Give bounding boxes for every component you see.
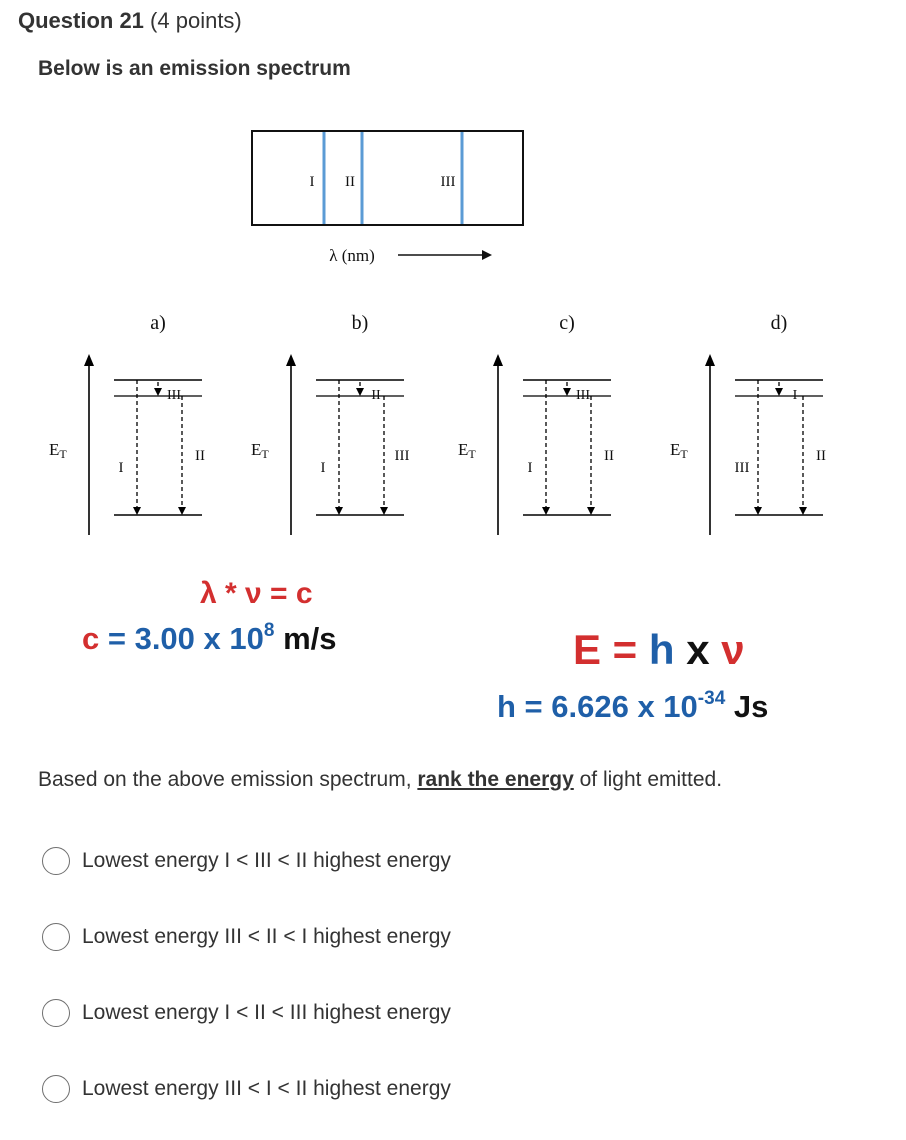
energy-axis-arrowhead: [84, 354, 94, 366]
transition-arrow-top-head: [775, 388, 783, 396]
answer-option-4[interactable]: [42, 1073, 451, 1105]
transition-arrow-top-head: [563, 388, 571, 396]
energy-axis-label: ET: [670, 440, 688, 461]
transition-label-top: I: [792, 388, 798, 403]
answer-option-label: Lowest energy I < II < III highest energy: [82, 1001, 451, 1024]
answer-option-2[interactable]: [42, 921, 451, 953]
h-value: h = 6.626 x 10: [497, 689, 698, 724]
transition-label-right: II: [604, 448, 614, 464]
transition-label-right: II: [816, 448, 826, 464]
wave-formula-text: λ * ν = c: [200, 577, 313, 610]
transition-arrow-left-head: [754, 507, 762, 515]
spectrum-box: [252, 131, 523, 265]
planck-h: h: [637, 626, 687, 673]
h-unit: Js: [725, 689, 769, 724]
radio-button[interactable]: [42, 847, 70, 875]
transition-arrow-left-head: [335, 507, 343, 515]
radio-button[interactable]: [42, 999, 70, 1027]
h-exponent: -34: [697, 688, 726, 709]
energy-axis-subscript: T: [680, 447, 688, 461]
energy-axis-arrowhead: [493, 354, 503, 366]
spectrum-frame: [252, 131, 523, 225]
diagram-label: c): [559, 312, 575, 334]
transition-arrow-left-head: [133, 507, 141, 515]
planck-formula: [573, 626, 745, 673]
transition-label-right: II: [195, 448, 205, 464]
answer-option-label: Lowest energy I < III < II highest energy: [82, 849, 451, 872]
transition-label-right: III: [394, 448, 410, 464]
energy-axis-label: ET: [458, 440, 476, 461]
transition-label-left: I: [527, 460, 533, 476]
transition-arrow-right-head: [587, 507, 595, 515]
energy-level-diagrams: [49, 312, 826, 535]
wavelength-arrow-head: [482, 250, 492, 260]
prompt-emphasis: rank the energy: [417, 768, 574, 791]
c-symbol: c: [82, 621, 100, 656]
c-value: = 3.00 x 10: [99, 621, 264, 656]
answer-option-3[interactable]: [42, 997, 451, 1029]
wave-formula: [200, 577, 313, 610]
transition-arrow-left-head: [542, 507, 550, 515]
planck-constant-formula: [497, 688, 768, 724]
energy-axis-arrowhead: [286, 354, 296, 366]
spectrum-label-II: II: [345, 174, 355, 190]
transition-arrow-top-head: [154, 388, 162, 396]
speed-of-light-formula: [82, 620, 336, 656]
energy-axis-subscript: T: [59, 447, 67, 461]
transition-arrow-top-head: [356, 388, 364, 396]
planck-E: E =: [573, 626, 638, 673]
transition-arrow-right-head: [799, 507, 807, 515]
energy-axis-label: ET: [49, 440, 67, 461]
question-prompt: [38, 768, 722, 792]
planck-x: x: [686, 626, 722, 673]
energy-axis-subscript: T: [468, 447, 476, 461]
prompt-text-before: Based on the above emission spectrum,: [38, 768, 418, 791]
spectrum-label-I: I: [309, 174, 315, 190]
question-instruction: Below is an emission spectrum: [38, 57, 351, 80]
spectrum-label-III: III: [440, 174, 456, 190]
transition-label-left: I: [320, 460, 326, 476]
answer-option-1[interactable]: [42, 845, 451, 877]
diagram-label: b): [351, 312, 369, 334]
planck-nu: ν: [721, 626, 745, 673]
wavelength-axis-label: λ (nm): [329, 246, 375, 265]
c-unit: m/s: [274, 621, 337, 656]
question-number: Question 21: [18, 8, 144, 33]
transition-label-left: I: [118, 460, 124, 476]
energy-axis-subscript: T: [261, 447, 269, 461]
transition-label-top: III: [167, 388, 181, 403]
transition-label-top: III: [576, 388, 590, 403]
answer-option-label: Lowest energy III < II < I highest energy: [82, 925, 451, 948]
transition-arrow-right-head: [178, 507, 186, 515]
energy-axis-arrowhead: [705, 354, 715, 366]
prompt-text-after: of light emitted.: [573, 768, 723, 791]
question-points: (4 points): [150, 8, 242, 33]
radio-button[interactable]: [42, 923, 70, 951]
diagram-label: d): [770, 312, 788, 334]
answer-option-label: Lowest energy III < I < II highest energy: [82, 1077, 451, 1100]
energy-axis-label: ET: [251, 440, 269, 461]
c-exponent: 8: [263, 620, 275, 641]
transition-label-top: II: [371, 388, 381, 403]
diagram-label: a): [150, 312, 166, 334]
transition-arrow-right-head: [380, 507, 388, 515]
radio-button[interactable]: [42, 1075, 70, 1103]
transition-label-left: III: [734, 460, 750, 476]
